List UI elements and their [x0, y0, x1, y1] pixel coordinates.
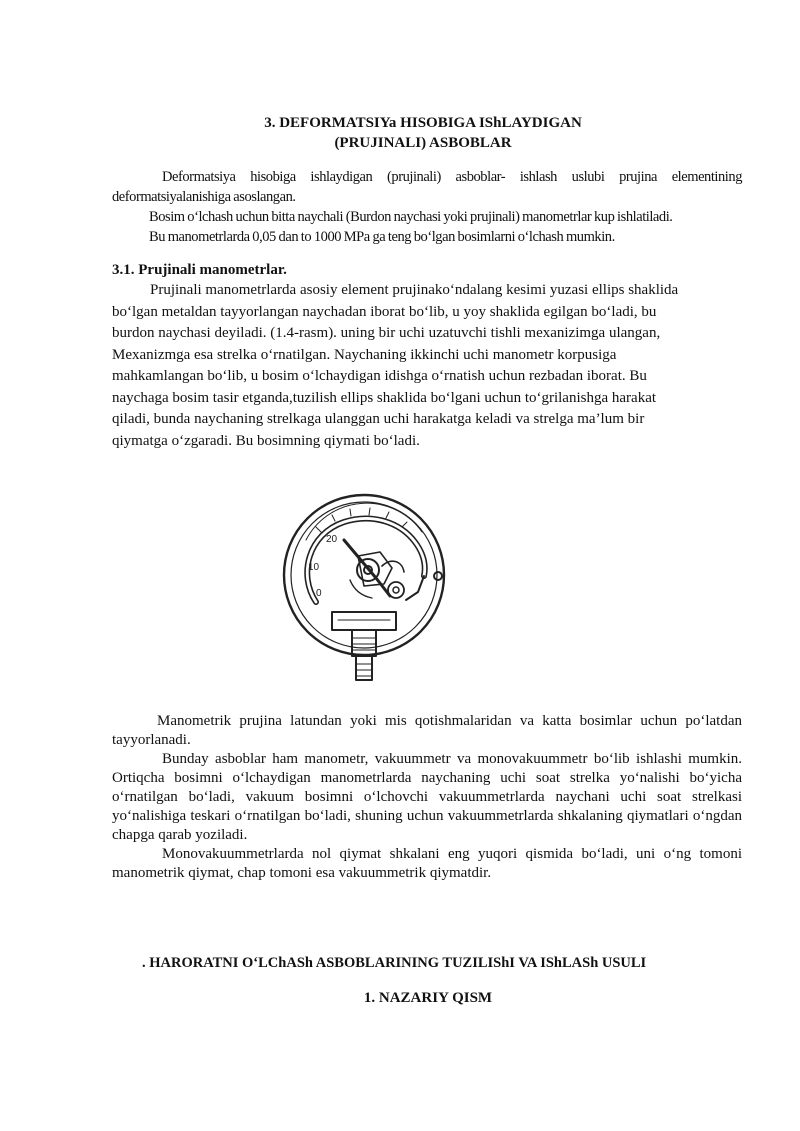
scale-label: 20 [326, 534, 338, 545]
scale-label: 0 [316, 588, 322, 599]
threaded-stem [352, 630, 376, 656]
pointer-needle [344, 540, 390, 596]
bourdon-gauge-drawing [272, 480, 462, 695]
bourdon-tube [307, 519, 424, 602]
next-section-title: . HARORATNI O‘LChASh ASBOBLARINING TUZILIShI VA IShLASh USULI [142, 955, 647, 971]
intro-paragraph-3: Bu manometrlarda 0,05 dan to 1000 MPa ga teng bo‘lgan bosimlarni o‘lchash mumkin. [149, 229, 615, 245]
section-title-line2: (PRUJINALI) ASBOBLAR [334, 135, 512, 151]
body-line: qiymatga o‘zgaradi. Bu bosimning qiymati bo‘ladi. [112, 432, 420, 449]
section-title-line1: 3. DEFORMATSIYa HISOBIGA IShLAYDIGAN [264, 115, 582, 131]
paragraph: Monovakuummetrlarda nol qiymat shkalani eng yuqori qismida bo‘ladi, uni o‘ng tomoni manometrik qiymat, chap tomoni esa vakuummetrik qiymatdir. [112, 846, 742, 881]
paragraph: Manometrik prujina latundan yoki mis qotishmalaridan va katta bosimlar uchun po‘latdan tayyorlanadi. [112, 713, 742, 748]
socket-block [332, 612, 396, 630]
manometer-figure [272, 480, 462, 695]
intro-paragraph-2: Bosim o‘lchash uchun bitta naychali (Burdon naychasi yoki prujinali) manometrlar kup ishlatiladi. [149, 209, 673, 225]
body-line: mahkamlangan bo‘lib, u bosim o‘lchaydigan idishga o‘rnatish uchun rezbadan iborat. Bu [112, 368, 647, 384]
linkage-rod [406, 576, 424, 600]
after-figure-block [112, 712, 742, 883]
next-section-subtitle: 1. NAZARIY QISM [363, 990, 493, 1006]
paragraph: Bunday asboblar ham manometr, vakuummetr va monovakuummetr bo‘lib ishlashi mumkin. Ortiqcha bosimni o‘lchaydigan manometrlarda naychaning uchi soat strelka yo‘nalishi bo‘yicha o‘rnatilgan bo‘ladi, vakuum bosimni o‘lchovchi vakuummetrlarda naychani uchi soat strelkasi yo‘nalishiga teskari o‘rnatilgan bo‘ladi, shuning uchun vakuummetrlarda shkalaning qiymatlari o‘ngdan chapga qarab yoziladi. [112, 751, 742, 843]
body-line: naychaga bosim tasir etganda,tuzilish ellips shaklida bo‘lgani uchun to‘grilanishga harakat [112, 389, 657, 406]
subsection-body [112, 280, 762, 452]
body-line: bo‘lgan metaldan tayyorlangan naychadan iborat bo‘lib, u yoy shaklida egilgan bo‘ladi, bu [112, 303, 657, 320]
body-line: burdon naychasi deyiladi. (1.4-rasm). uning bir uchi uzatuvchi tishli mexanizimga ulangan, [112, 325, 661, 341]
intro-paragraph-1: Deformatsiya hisobiga ishlaydigan (prujinali) asboblar- ishlash uslubi prujina elementining deformatsiyalanishiga asoslangan. [112, 169, 742, 205]
body-line: Prujinali manometrlarda asosiy element prujinako‘ndalang kesimi yuzasi ellips shaklida [150, 282, 679, 298]
movement-plate [358, 552, 392, 586]
body-line: Mexanizmga esa strelka o‘rnatilgan. Naychaning ikkinchi uchi manometr korpusiga [112, 346, 617, 363]
section-title [0, 113, 800, 153]
subsection-heading: 3.1. Prujinali manometrlar. [112, 262, 287, 278]
scale-label: 10 [308, 562, 320, 573]
intro-block [112, 167, 742, 247]
body-line: qiladi, bunda naychaning strelkaga ulanggan uchi harakatga keladi va strelga ma’lum bir [112, 411, 645, 427]
